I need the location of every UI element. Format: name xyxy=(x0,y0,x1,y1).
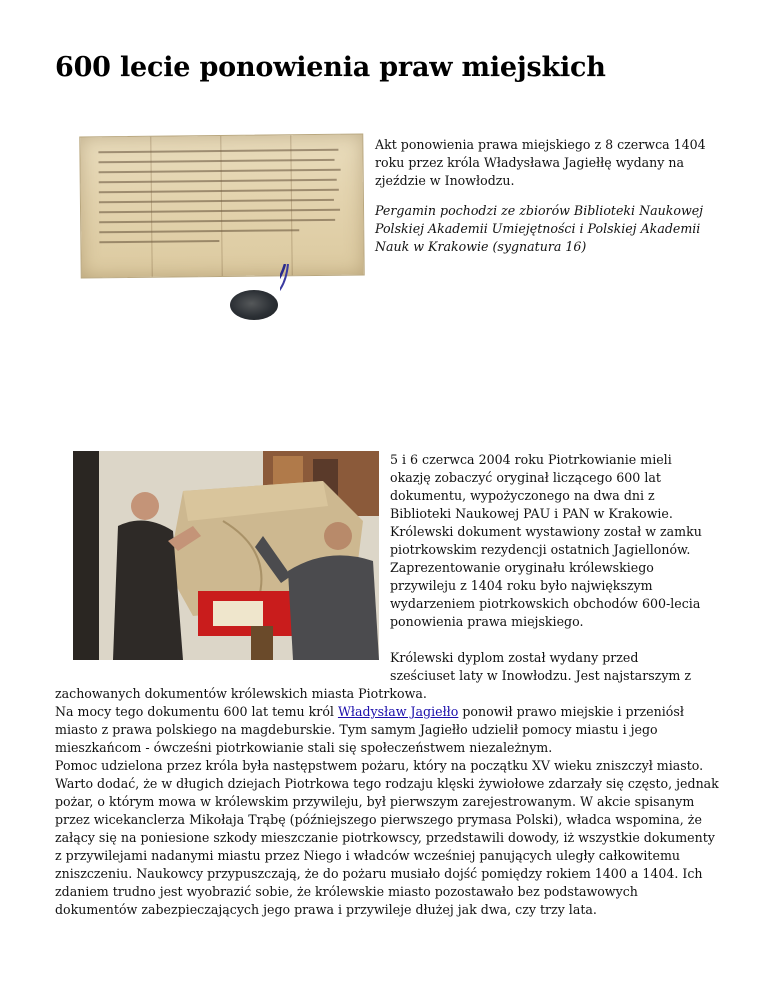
unveiling-photo xyxy=(73,451,379,660)
parchment-document-image xyxy=(80,130,365,325)
article-body xyxy=(55,667,720,919)
seal-cord xyxy=(280,264,320,324)
side-paragraph-continued: Królewski dyplom został wydany przed xyxy=(390,650,639,665)
body-text-span: ponowił prawo miejskie i przeniósł miasto z prawa polskiego na magdeburskie. Tym samym Jagiełło udzielił pomocy miastu i jego mieszkańcom - ówcześni piotrkowianie stali się społeczeństwem niezależnym. xyxy=(55,704,684,755)
body-text-span: Na mocy tego dokumentu 600 lat temu król xyxy=(55,704,338,719)
body-paragraph-2: Pomoc udzielona przez króla była następstwem pożaru, który na początku XV wieku zniszczył miasto. Warto dodać, że w długich dziejach Piotrkowa tego rodzaju klęski żywiołowe zdarzały się często, jednak pożar, o którym mowa w królewskim przywileju, był pierwszym zarejestrowanym. W akcie spisanym przez wicekanclerza Mikołaja Trąbę (późniejszego pierwszego prymasa Polski), władca wspomina, że załący się na poniesione szkody mieszczanie piotrkowscy, przedstawili dowody, iż wszystkie dokumenty z przywilejami nadanymi miastu przez Niego i władców wcześniej panujących uległy całkowitemu zniszczeniu. Naukowcy przypuszczają, że do pożaru musiało dojść pomiędzy rokiem 1400 a 1404. Ich zdaniem trudno jest wyobrazić sobie, że królewskie miasto pozostawało bez podstawowych dokumentów zabezpieczających jego prawa i przywileje dłużej jak dwa, czy trzy lata. xyxy=(55,758,719,917)
body-line: zachowanych dokumentów królewskich miasta Piotrkowa. xyxy=(55,686,427,701)
wax-seal xyxy=(230,290,278,320)
body-line-continued: sześciuset laty w Inowłodzu. Jest najstarszym z xyxy=(390,668,692,683)
side-paragraph: 5 i 6 czerwca 2004 roku Piotrkowianie mieli okazję zobaczyć oryginał liczącego 600 lat dokumentu, wypożyczonego na dwa dni z Biblioteki Naukowej PAU i PAN w Krakowie. Królewski dokument wystawiony został w zamku piotrkowskim rezydencji ostatnich Jagiellonów. Zaprezentowanie oryginału królewskiego przywileju z 1404 roku było największym wydarzeniem piotrkowskich obchodów 600-lecia ponowienia prawa miejskiego. xyxy=(390,452,702,629)
figure-caption: Akt ponowienia prawa miejskiego z 8 czerwca 1404 roku przez króla Władysława Jagiełłę wydany na zjeździe w Inowłodzu. xyxy=(375,137,706,188)
wladyslaw-jagiello-link[interactable]: Władysław Jagiełło xyxy=(337,704,459,719)
page-title: 600 lecie ponowienia praw miejskich xyxy=(55,52,606,83)
parchment-sheet xyxy=(79,134,364,279)
photo-side-text xyxy=(390,451,710,667)
body-paragraph-1 xyxy=(55,703,720,757)
figure-source-note: Pergamin pochodzi ze zbiorów Biblioteki Naukowej Polskiej Akademii Umiejętności i Polskiej Akademii Nauk w Krakowie (sygnatura 16) xyxy=(375,203,704,254)
